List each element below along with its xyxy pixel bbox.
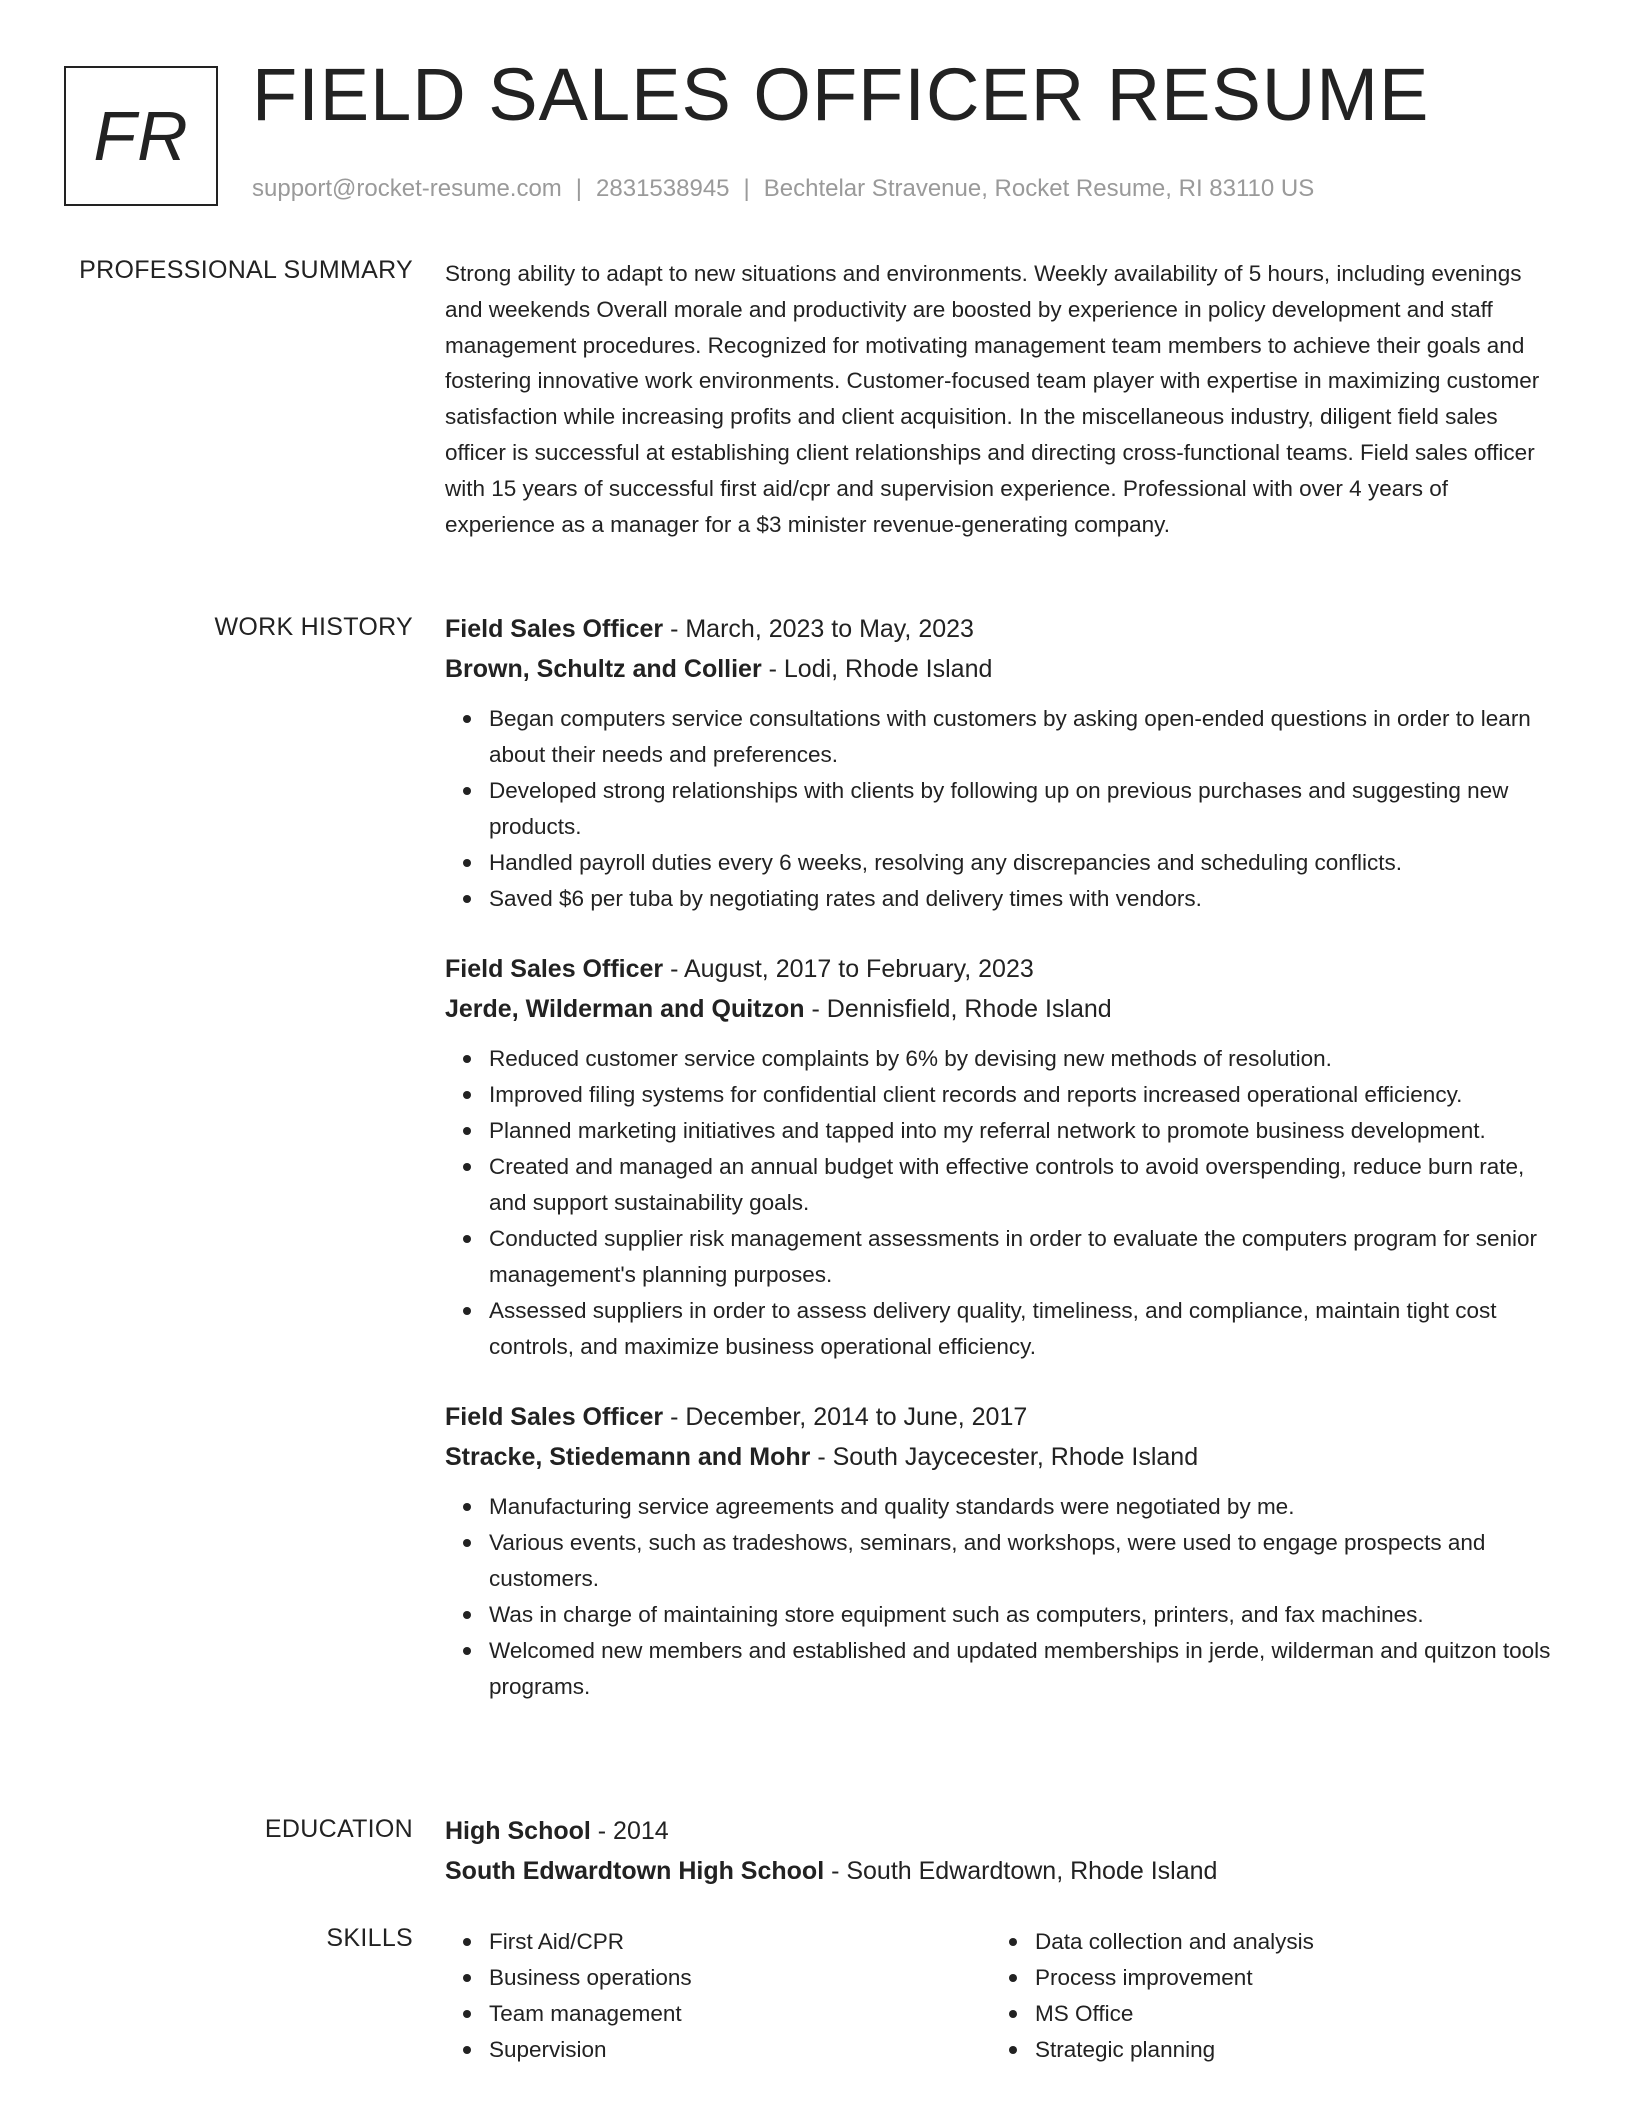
list-item: Improved filing systems for confidential client records and reports increased operational efficiency. [489,1077,1560,1113]
summary-body [445,256,1560,542]
job-company: Stracke, Stiedemann and Mohr [445,1443,811,1471]
skills-body [445,1924,1560,2068]
education-degree: High School [445,1817,591,1845]
education-school: South Edwardtown High School [445,1857,825,1885]
job-title-line [445,949,1560,989]
education-school-line [445,1851,1560,1891]
section-label-skills: SKILLS [326,1924,413,1952]
contact-phone: 2831538945 [596,175,730,202]
job-bullets [445,1489,1560,1705]
skill-item: Data collection and analysis [1035,1924,1537,1960]
job-company: Jerde, Wilderman and Quitzon [445,995,805,1023]
summary-text: Strong ability to adapt to new situations and environments. Weekly availability of 5 hours, including evenings and weekends Overall morale and productivity are boosted by experience in policy development and staff management procedures. Recognized for motivating management team members to achieve their goals and fostering innovative work environments. Customer-focused team player with expertise in maximizing customer satisfaction while increasing profits and client acquisition. In the miscellaneous industry, diligent field sales officer is successful at establishing client relationships and directing cross-functional teams. Field sales officer with 15 years of successful first aid/cpr and supervision experience. Professional with over 4 years of experience as a manager for a $3 minister revenue-generating company. [445,261,1540,537]
job-dates: - March, 2023 to May, 2023 [663,615,974,643]
list-item: Various events, such as tradeshows, seminars, and workshops, were used to engage prospects and customers. [489,1525,1560,1597]
job-bullets [445,701,1560,917]
list-item: Was in charge of maintaining store equipment such as computers, printers, and fax machines. [489,1597,1560,1633]
list-item: Conducted supplier risk management assessments in order to evaluate the computers program for senior management's planning purposes. [489,1221,1560,1293]
skills-list-right [991,1924,1537,2068]
contact-email: support@rocket-resume.com [252,175,562,202]
list-item: Assessed suppliers in order to assess delivery quality, timeliness, and compliance, maintain tight cost controls, and maximize business operational efficiency. [489,1293,1560,1365]
monogram-initials: FR [93,97,189,175]
job-company-line [445,989,1560,1029]
list-item: Reduced customer service complaints by 6% by devising new methods of resolution. [489,1041,1560,1077]
job-entry [445,609,1560,917]
job-location: - Dennisfield, Rhode Island [804,995,1112,1023]
job-dates: - August, 2017 to February, 2023 [663,955,1034,983]
resume-title: FIELD SALES OFFICER RESUME [252,53,1430,136]
contact-address: Bechtelar Stravenue, Rocket Resume, RI 83110 US [763,175,1315,202]
work-history-body [445,609,1560,1705]
contact-separator: | [743,175,750,202]
job-entry [445,949,1560,1365]
education-year: - 2014 [590,1817,669,1845]
section-label-education: EDUCATION [264,1815,413,1843]
list-item: Created and managed an annual budget with effective controls to avoid overspending, reduce burn rate, and support sustainability goals. [489,1149,1560,1221]
section-label-summary: PROFESSIONAL SUMMARY [79,256,413,284]
list-item: Manufacturing service agreements and quality standards were negotiated by me. [489,1489,1560,1525]
contact-line [252,175,1314,203]
skill-item: Supervision [489,2032,991,2068]
job-title: Field Sales Officer [445,615,664,643]
monogram-box [64,66,218,206]
skills-grid [445,1924,1560,2068]
education-body [445,1811,1560,1891]
skills-list-left [445,1924,991,2068]
job-entry [445,1397,1560,1705]
list-item: Developed strong relationships with clients by following up on previous purchases and suggesting new products. [489,773,1560,845]
contact-separator: | [575,175,583,202]
list-item: Planned marketing initiatives and tapped into my referral network to promote business development. [489,1113,1560,1149]
job-location: - South Jaycecester, Rhode Island [810,1443,1199,1471]
job-bullets [445,1041,1560,1365]
job-title-line [445,609,1560,649]
list-item: Began computers service consultations with customers by asking open-ended questions in order to learn about their needs and preferences. [489,701,1560,773]
job-title-line [445,1397,1560,1437]
job-company-line [445,1437,1560,1477]
job-title: Field Sales Officer [445,1403,664,1431]
section-label-work-history: WORK HISTORY [214,613,413,641]
skills-column-left [445,1924,991,2068]
skill-item: Business operations [489,1960,991,1996]
job-location: - Lodi, Rhode Island [761,655,993,683]
job-dates: - December, 2014 to June, 2017 [663,1403,1028,1431]
skill-item: Strategic planning [1035,2032,1537,2068]
skill-item: First Aid/CPR [489,1924,991,1960]
job-title: Field Sales Officer [445,955,664,983]
list-item: Saved $6 per tuba by negotiating rates and delivery times with vendors. [489,881,1560,917]
skill-item: Process improvement [1035,1960,1537,1996]
skill-item: MS Office [1035,1996,1537,2032]
job-company: Brown, Schultz and Collier [445,655,762,683]
skill-item: Team management [489,1996,991,2032]
job-company-line [445,649,1560,689]
skills-column-right [991,1924,1537,2068]
list-item: Handled payroll duties every 6 weeks, resolving any discrepancies and scheduling conflicts. [489,845,1560,881]
education-location: - South Edwardtown, Rhode Island [824,1857,1218,1885]
education-degree-line [445,1811,1560,1851]
list-item: Welcomed new members and established and updated memberships in jerde, wilderman and quitzon tools programs. [489,1633,1560,1705]
